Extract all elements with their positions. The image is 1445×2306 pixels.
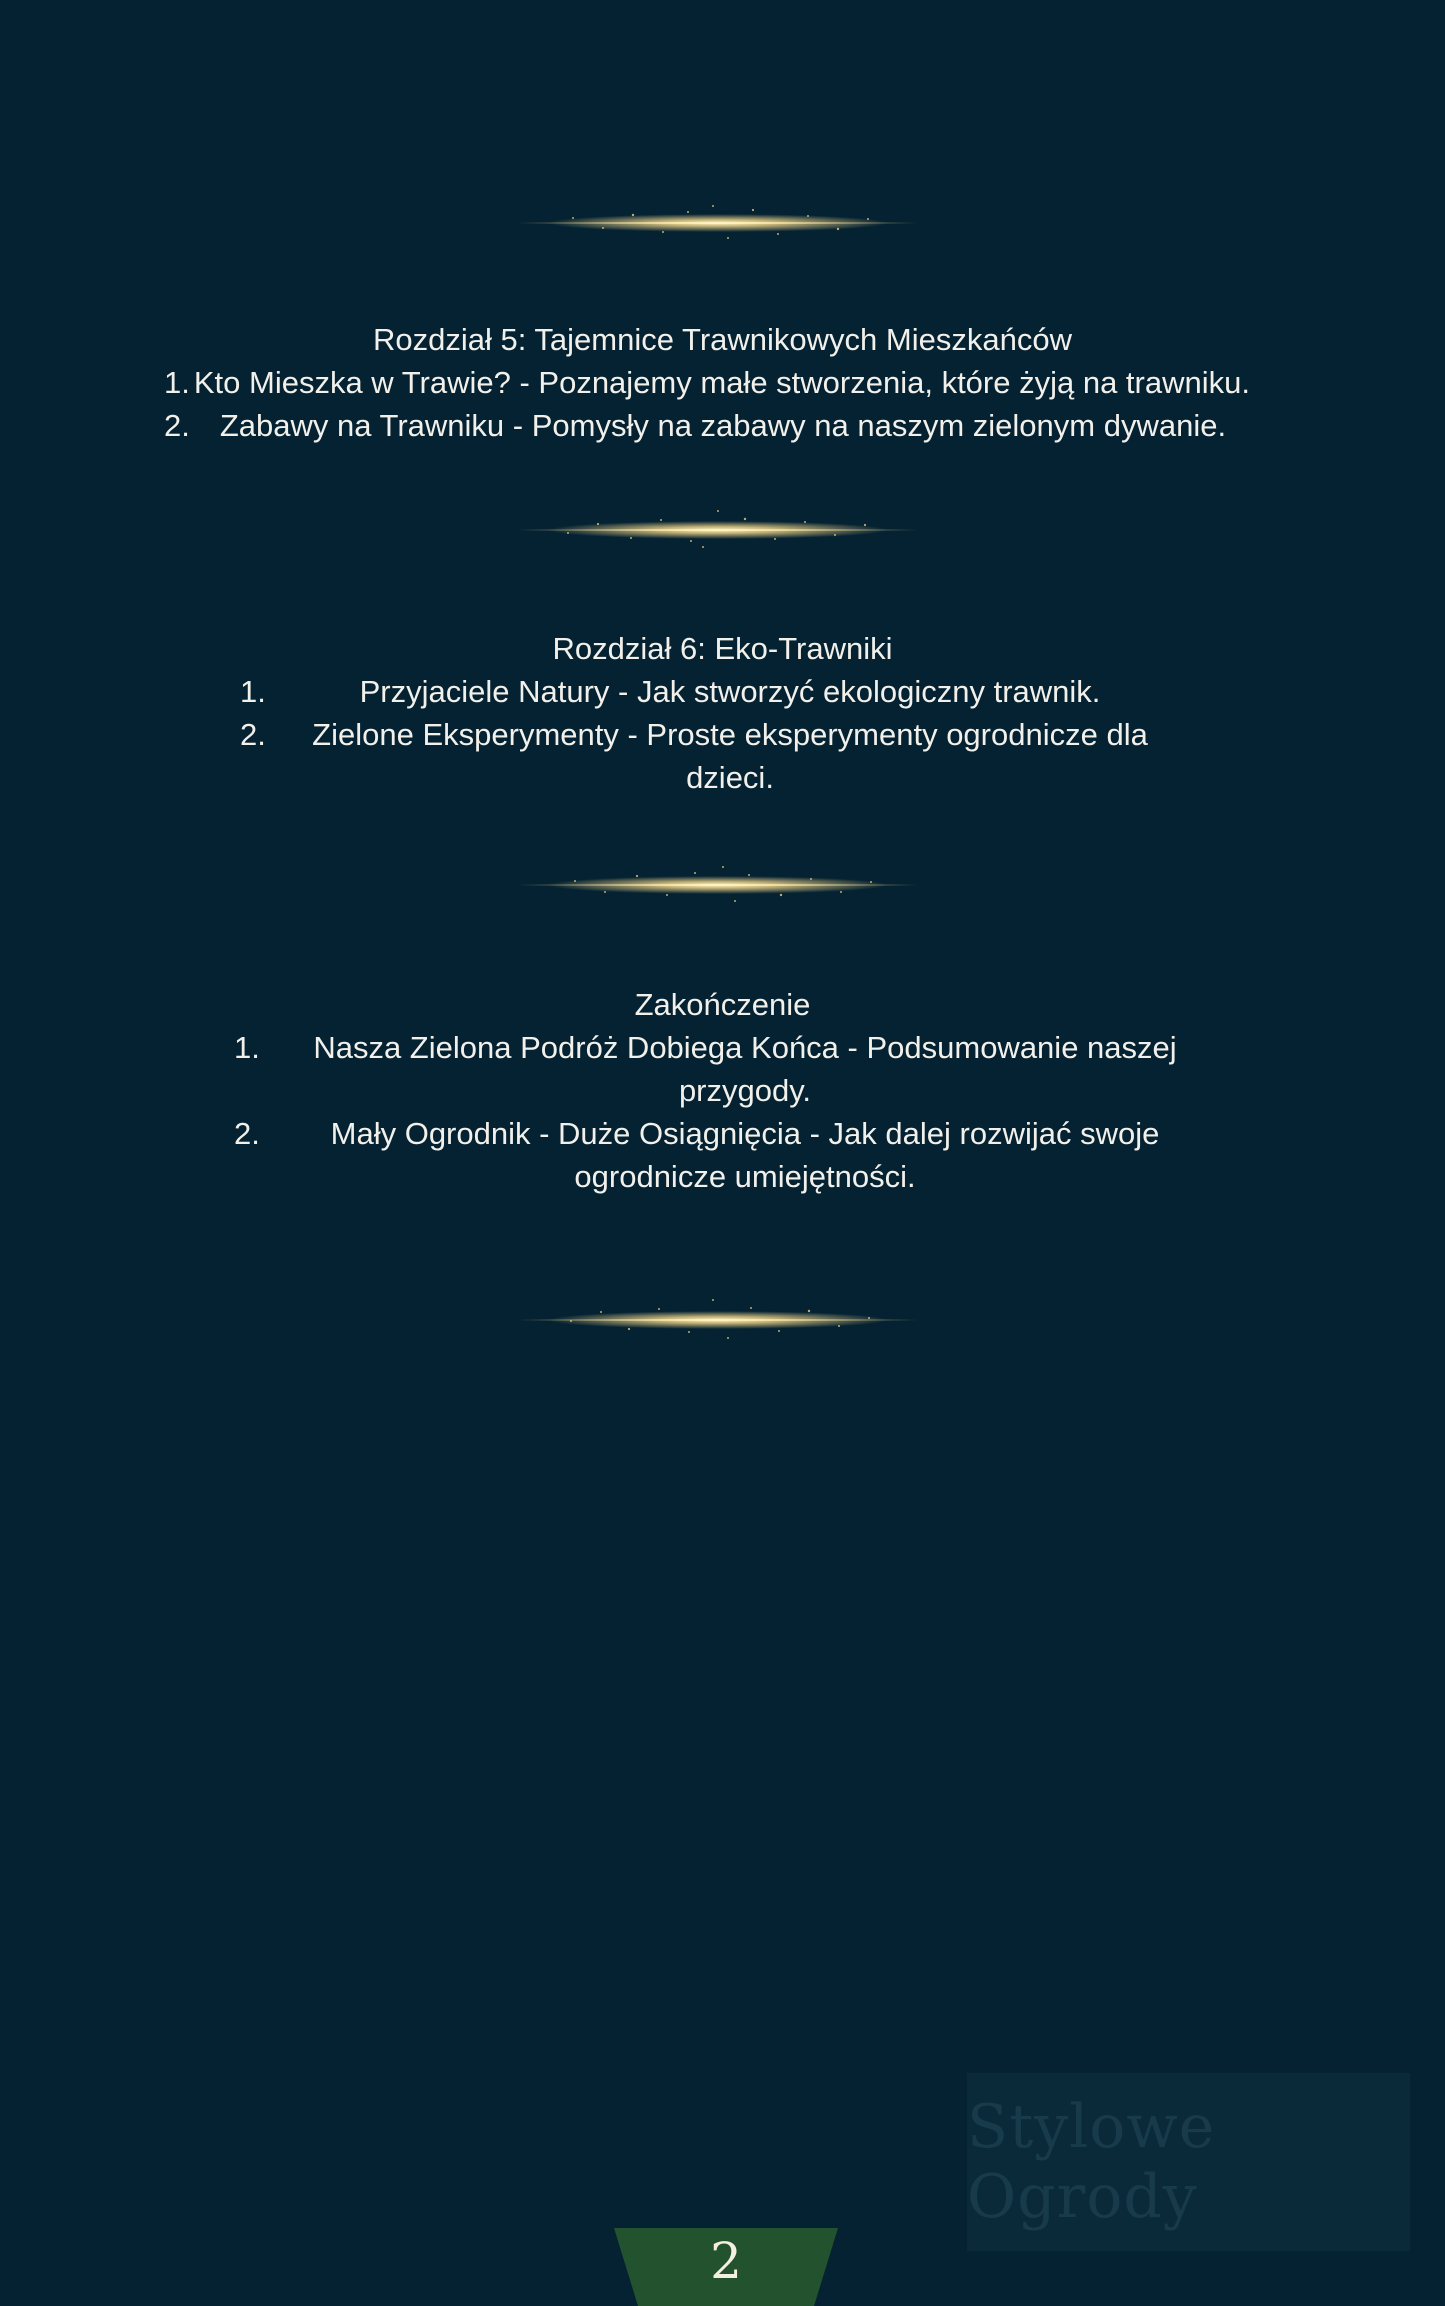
page-number: 2 — [710, 2232, 742, 2290]
item-text-line: przygody. — [678, 1073, 812, 1108]
conclusion-item-2-text — [285, 1112, 1205, 1198]
conclusion-item-2-number: 2. — [234, 1116, 260, 1151]
sparkle-divider-4 — [513, 1285, 923, 1355]
chapter-6-item-1-text: Przyjaciele Natury - Jak stworzyć ekologiczny trawnik. — [359, 674, 1101, 709]
item-text-line: ogrodnicze umiejętności. — [574, 1159, 916, 1194]
chapter-6-item-1-number: 1. — [240, 674, 266, 709]
chapter-6-item-2-text — [290, 713, 1170, 799]
chapter-5-section — [0, 318, 1445, 361]
item-number: 2. — [164, 408, 190, 443]
sparkle-divider-1 — [513, 188, 923, 258]
item-text-line: dzieci. — [686, 760, 774, 795]
item-text: Zabawy na Trawniku - Pomysły na zabawy na naszym zielonym dywanie. — [219, 408, 1227, 443]
item-text-line: Nasza Zielona Podróż Dobiega Końca - Podsumowanie naszej — [313, 1030, 1177, 1065]
conclusion-item-1-number: 1. — [234, 1030, 260, 1065]
item-text-line: Mały Ogrodnik - Duże Osiągnięcia - Jak dalej rozwijać swoje — [330, 1116, 1160, 1151]
chapter-5-item-2 — [164, 404, 1226, 447]
item-text: Kto Mieszka w Trawie? - Poznajemy małe stworzenia, które żyją na trawniku. — [193, 365, 1250, 400]
chapter-5-item-1 — [164, 361, 1250, 404]
chapter-6-item-2-number: 2. — [240, 717, 266, 752]
chapter-5-heading: Rozdział 5: Tajemnice Trawnikowych Mieszkańców — [373, 322, 1072, 357]
sparkle-divider-2 — [513, 495, 923, 565]
item-text-line: Zielone Eksperymenty - Proste eksperymenty ogrodnicze dla — [312, 717, 1148, 752]
watermark-logo: Stylowe Ogrody — [967, 2073, 1410, 2251]
conclusion-item-1-text — [285, 1026, 1205, 1112]
item-number: 1. — [164, 365, 190, 400]
chapter-6-heading: Rozdział 6: Eko-Trawniki — [552, 631, 893, 666]
conclusion-section — [0, 983, 1445, 1026]
chapter-6-section — [0, 627, 1445, 670]
conclusion-heading: Zakończenie — [634, 987, 811, 1022]
sparkle-divider-3 — [513, 850, 923, 920]
